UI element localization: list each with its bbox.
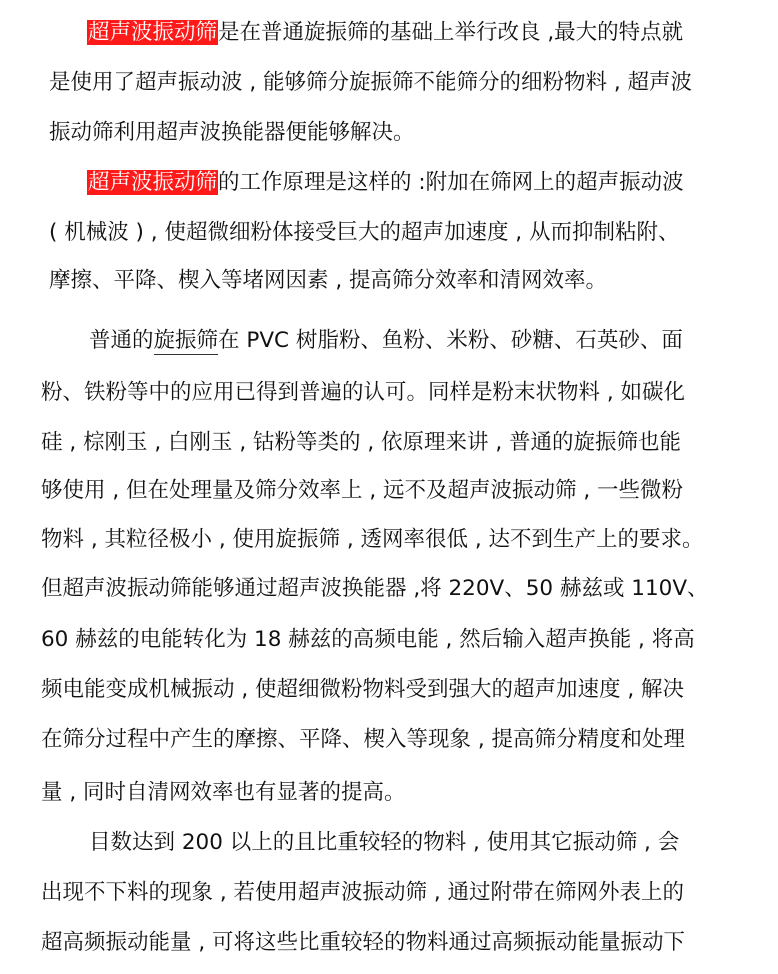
paragraph-4-line-1: 目数达到 200 以上的且比重较轻的物料 , 使用其它振动筛 , 会 xyxy=(89,830,680,855)
paragraph-3-line-4: 够使用 , 但在处理量及筛分效率上 , 远不及超声波振动筛 , 一些微粉 xyxy=(41,478,684,503)
paragraph-4-line-2: 出现不下料的现象 , 若使用超声波振动筛 , 通过附带在筛网外表上的 xyxy=(41,880,685,905)
paragraph-3-line-9: 在筛分过程中产生的摩擦、平降、楔入等现象 , 提高筛分精度和处理 xyxy=(41,727,686,752)
paragraph-3-line-6: 但超声波振动筛能够通过超声波换能器 ,将 220V、50 赫兹或 110V、 xyxy=(41,576,709,601)
paragraph-2-line-2: ( 机械波 ) , 使超微细粉体接受巨大的超声加速度 , 从而抑制粘附、 xyxy=(49,220,680,245)
highlighted-term: 超声波振动筛 xyxy=(88,20,218,45)
paragraph-3-line-10: 量 , 同时自清网效率也有显著的提高。 xyxy=(41,780,406,805)
paragraph-1-line-3: 振动筛利用超声波换能器便能够解决。 xyxy=(49,120,415,145)
paragraph-4-line-3: 超高频振动能量 , 可将这些比重较轻的物料通过高频振动能量振动下 xyxy=(41,930,686,955)
line-text: 是在普通旋振筛的基础上举行改良 ,最大的特点就 xyxy=(218,20,684,45)
paragraph-3-line-2: 粉、铁粉等中的应用已得到普遍的认可。同样是粉末状物料 , 如碳化 xyxy=(41,380,686,405)
highlighted-term: 超声波振动筛 xyxy=(88,170,218,195)
paragraph-3-line-5: 物料 , 其粒径极小 , 使用旋振筛 , 透网率很低 , 达不到生产上的要求。 xyxy=(41,527,704,552)
paragraph-1-line-1 xyxy=(87,18,683,48)
paragraph-1-line-2: 是使用了超声振动波 , 能够筛分旋振筛不能筛分的细粉物料 , 超声波 xyxy=(49,70,693,95)
paragraph-3-line-1 xyxy=(89,326,683,356)
line-prefix: 普通的 xyxy=(89,328,154,353)
paragraph-3-line-7: 60 赫兹的电能转化为 18 赫兹的高频电能 , 然后输入超声换能 , 将高 xyxy=(41,627,695,652)
paragraph-3-line-8: 频电能变成机械振动 , 使超细微粉物料受到强大的超声加速度 , 解决 xyxy=(41,677,685,702)
paragraph-3-line-3: 硅 , 棕刚玉 , 白刚玉 , 钴粉等类的 , 依原理来讲 , 普通的旋振筛也能 xyxy=(41,430,682,455)
line-text: 的工作原理是这样的 :附加在筛网上的超声振动波 xyxy=(218,170,684,195)
paragraph-2-line-1 xyxy=(87,168,684,198)
paragraph-2-line-3: 摩擦、平降、楔入等堵网因素 , 提高筛分效率和清网效率。 xyxy=(49,268,608,293)
underlined-term: 旋振筛 xyxy=(153,328,219,353)
line-text: 在 PVC 树脂粉、鱼粉、米粉、砂糖、石英砂、面 xyxy=(218,328,683,353)
